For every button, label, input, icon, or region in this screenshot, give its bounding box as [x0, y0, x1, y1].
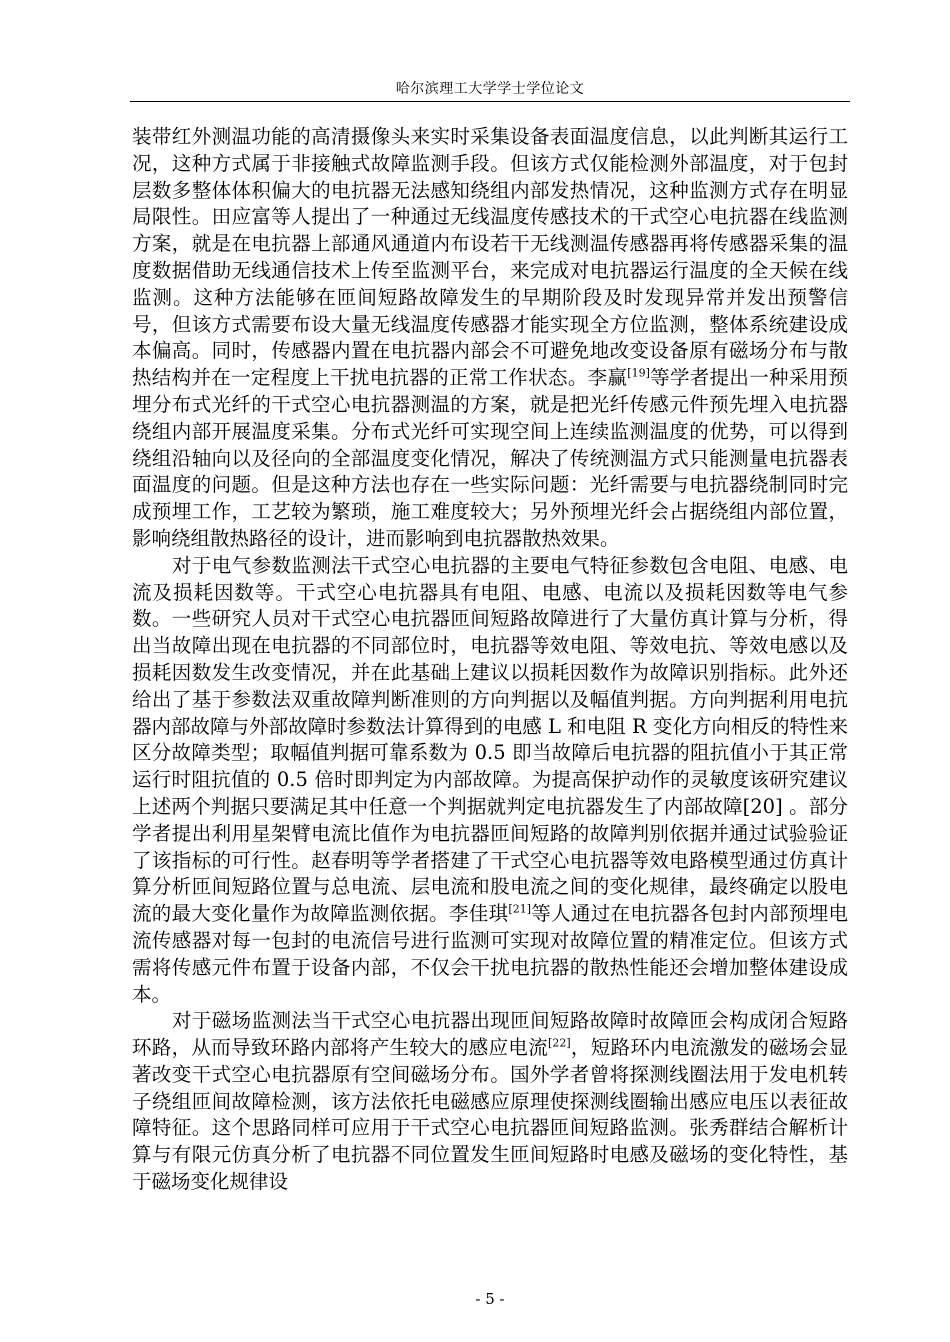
page-number: - 5 - [475, 1290, 505, 1308]
paragraph-2-text-b: 等人通过在电抗器各包封内部预埋电流传感器对每一包封的电流信号进行监测可实现对故障位置的精准定位。但该方式需将传感元件布置于设备内部，不仅会干扰电抗器的散热性能还会增加整体建设成本。 [132, 902, 848, 1006]
page-header [130, 80, 850, 98]
header-rule [130, 101, 850, 102]
citation-22: [22] [548, 1036, 571, 1050]
paragraph-2 [132, 553, 848, 1009]
citation-19: [19] [627, 366, 650, 380]
paragraph-3-text-a: 对于磁场监测法当干式空心电抗器出现匝间短路故障时故障匝会构成闭合短路环路，从而导致环路内部将产生较大的感应电流 [132, 1009, 848, 1060]
paragraph-1-text-a: 装带红外测温功能的高清摄像头来实时采集设备表面温度信息，以此判断其运行工况，这种方式属于非接触式故障监测手段。但该方式仅能检测外部温度，对于包封层数多整体体积偏大的电抗器无法感知绕组内部发热情况，这种监测方式存在明显局限性。田应富等人提出了一种通过无线温度传感技术的干式空心电抗器在线监测方案，就是在电抗器上部通风通道内布设若干无线测温传感器再将传感器采集的温度数据借助无线通信技术上传至监测平台，来完成对电抗器运行温度的全天候在线监测。这种方法能够在匝间短路故障发生的早期阶段及时发现异常并发出预警信号，但该方式需要布设大量无线温度传感器才能实现全方位监测，整体系统建设成本偏高。同时，传感器内置在电抗器内部会不可避免地改变设备原有磁场分布与散热结构并在一定程度上干扰电抗器的正常工作状态。李赢 [132, 125, 848, 390]
paragraph-1 [132, 124, 848, 553]
citation-21: [21] [508, 902, 531, 916]
page-footer [130, 1290, 850, 1308]
paragraph-3-text-b: ，短路环内电流激发的磁场会显著改变干式空心电抗器原有空间磁场分布。国外学者曾将探测线圈法用于发电机转子绕组匝间故障检测，该方法依托电磁感应原理使探测线圈输出感应电压以表征故障特征。这个思路同样可应用于干式空心电抗器匝间短路监测。张秀群结合解析计算与有限元仿真分析了电抗器不同位置发生匝间短路时电感及磁场的变化特性，基于磁场变化规律设 [132, 1036, 848, 1194]
paragraph-2-text-a: 对于电气参数监测法干式空心电抗器的主要电气特征参数包含电阻、电感、电流及损耗因数等。干式空心电抗器具有电阻、电感、电流以及损耗因数等电气参数。一些研究人员对干式空心电抗器匝间短路故障进行了大量仿真计算与分析，得出当故障出现在电抗器的不同部位时，电抗器等效电阻、等效电抗、等效电感以及损耗因数发生改变情况，并在此基础上建议以损耗因数作为故障识别指标。此外还给出了基于参数法双重故障判断准则的方向判据以及幅值判据。方向判据利用电抗器内部故障与外部故障时参数法计算得到的电感 L 和电阻 R 变化方向相反的特性来区分故障类型；取幅值判据可靠系数为 0.5 即当故障后电抗器的阻抗值小于其正常运行时阻抗值的 0.5 倍时即判定为内部故障。为提高保护动作的灵敏度该研究建议上述两个判据只要满足其中任意一个判据就判定电抗器发生了内部故障[20] 。部分学者提出利用星架臂电流比值作为电抗器匝间短路的故障判别依据并通过试验验证了该指标的可行性。赵春明等学者搭建了干式空心电抗器等效电路模型通过仿真计算分析匝间短路位置与总电流、层电流和股电流之间的变化规律，最终确定以股电流的最大变化量作为故障监测依据。李佳琪 [132, 553, 848, 926]
header-title: 哈尔滨理工大学学士学位论文 [395, 81, 585, 97]
paragraph-1-text-b: 等学者提出一种采用预埋分布式光纤的干式空心电抗器测温的方案，就是把光纤传感元件预先埋入电抗器绕组内部开展温度采集。分布式光纤可实现空间上连续监测温度的优势，可以得到绕组沿轴向以及径向的全部温度变化情况，解决了传统测温方式只能测量电抗器表面温度的问题。但是这种方法也存在一些实际问题：光纤需要与电抗器绕制同时完成预埋工作，工艺较为繁琐，施工难度较大；另外预埋光纤会占据绕组内部位置，影响绕组散热路径的设计，进而影响到电抗器散热效果。 [132, 366, 848, 550]
paragraph-3 [132, 1008, 848, 1196]
body-text [132, 124, 848, 1196]
